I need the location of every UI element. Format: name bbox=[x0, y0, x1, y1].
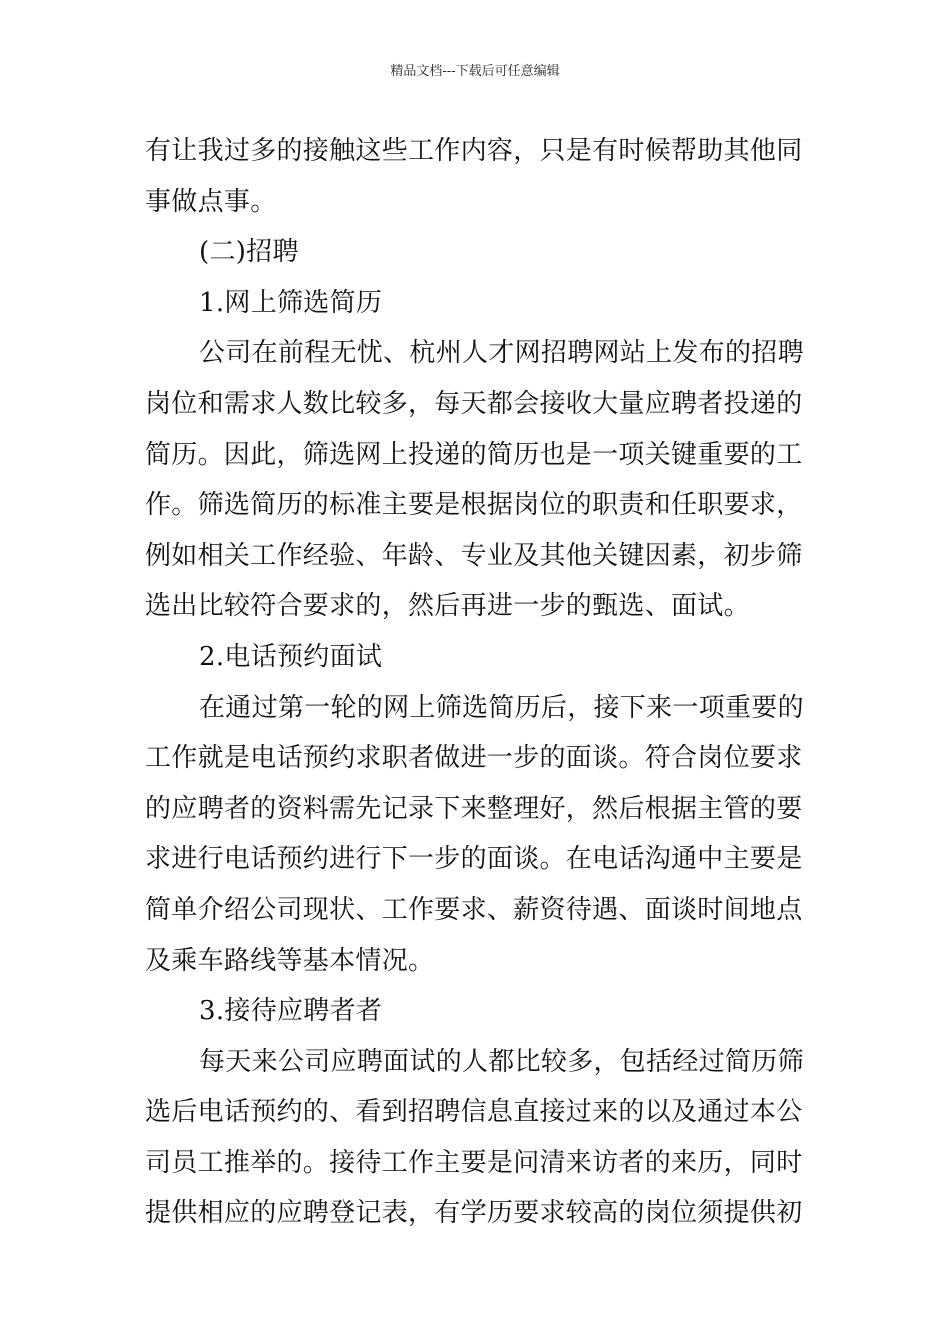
text-line: 提供相应的应聘登记表，有学历要求较高的岗位须提供初 bbox=[145, 1198, 803, 1229]
text-line: 求进行电话预约进行下一步的面谈。在电话沟通中主要是 bbox=[145, 844, 803, 875]
section-heading: (二)招聘 bbox=[199, 237, 299, 268]
text-line: 岗位和需求人数比较多，每天都会接收大量应聘者投递的 bbox=[145, 388, 803, 419]
text-line: 简单介绍公司现状、工作要求、薪资待遇、面谈时间地点 bbox=[145, 894, 803, 925]
text-line: 选出比较符合要求的，然后再进一步的甄选、面试。 bbox=[145, 591, 750, 622]
text-line: 有让我过多的接触这些工作内容，只是有时候帮助其他同 bbox=[145, 136, 803, 166]
document-body bbox=[145, 126, 809, 1239]
subsection-heading: 3.接待应聘者者 bbox=[199, 996, 383, 1027]
text-line: 在通过第一轮的网上筛选简历后，接下来一项重要的 bbox=[199, 692, 804, 723]
text-line: 工作就是电话预约求职者做进一步的面谈。符合岗位要求 bbox=[145, 743, 803, 774]
text-line: 例如相关工作经验、年龄、专业及其他关键因素，初步筛 bbox=[145, 540, 803, 571]
subsection-heading: 2.电话预约面试 bbox=[199, 641, 383, 672]
text-line: 选后电话预约的、看到招聘信息直接过来的以及通过本公 bbox=[145, 1097, 803, 1128]
text-line: 公司在前程无忧、杭州人才网招聘网站上发布的招聘 bbox=[199, 338, 804, 369]
subsection-heading: 1.网上筛选简历 bbox=[199, 287, 383, 318]
text-line: 作。筛选简历的标准主要是根据岗位的职责和任职要求， bbox=[145, 490, 803, 521]
text-line: 简历。因此，筛选网上投递的简历也是一项关键重要的工 bbox=[145, 439, 803, 470]
text-line: 的应聘者的资料需先记录下来整理好，然后根据主管的要 bbox=[145, 793, 803, 824]
text-line: 每天来公司应聘面试的人都比较多，包括经过简历筛 bbox=[199, 1046, 804, 1077]
text-line: 及乘车路线等基本情况。 bbox=[145, 945, 435, 976]
text-line: 司员工推举的。接待工作主要是问清来访者的来历，同时 bbox=[145, 1147, 803, 1178]
text-line: 事做点事。 bbox=[145, 186, 277, 217]
page-header: 精品文档---下载后可任意编辑 bbox=[390, 64, 560, 79]
